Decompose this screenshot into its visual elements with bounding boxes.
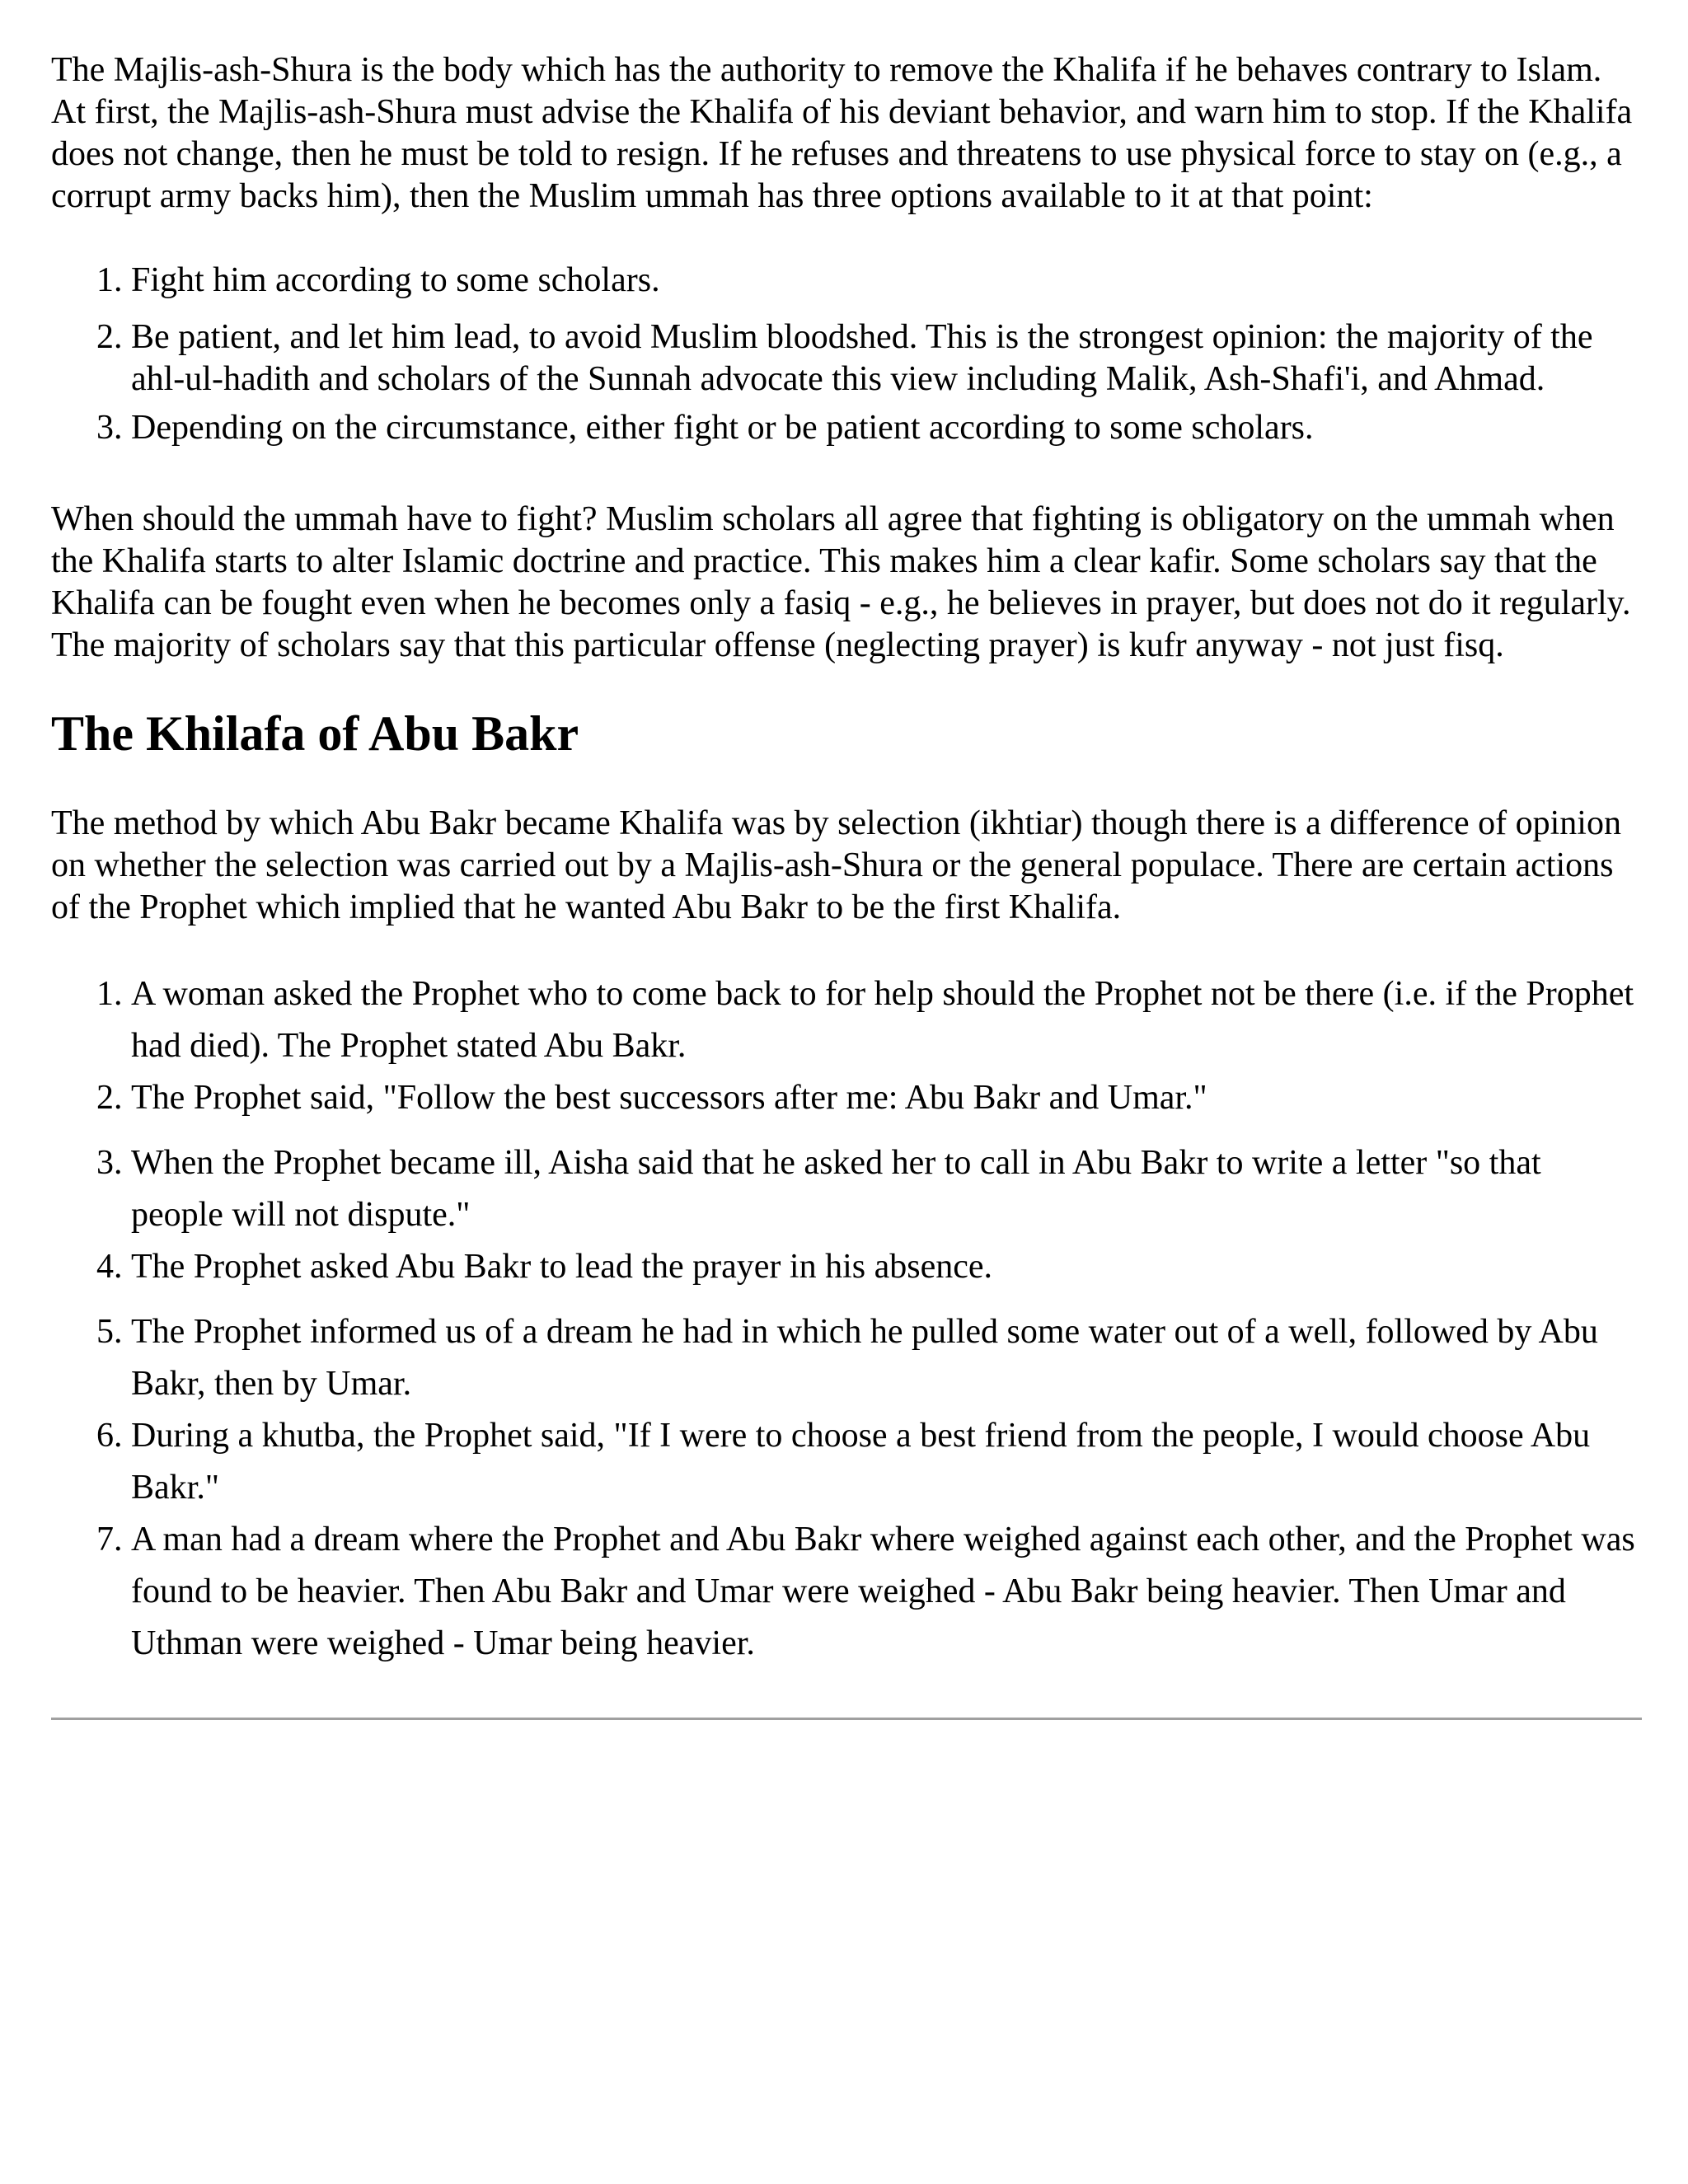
selection-paragraph: The method by which Abu Bakr became Khalifa was by selection (ikhtiar) though there is a difference of opinion on whether the selection was carried out by a Majlis-ash-Shura or the general populace. There are certain actions of the Prophet which implied that he wanted Abu Bakr to be the first Khalifa. [51,804,1621,926]
horizontal-divider [51,1718,1642,1720]
list-item: 5. The Prophet informed us of a dream he had in which he pulled some water out of a well, followed by Abu Bakr, then by Umar. [131,1306,1642,1410]
document-page [51,49,1642,1720]
intro-paragraph: The Majlis-ash-Shura is the body which has the authority to remove the Khalifa if he behaves contrary to Islam. At first, the Majlis-ash-Shura must advise the Khalifa of his deviant behavior, and warn him to stop. If the Khalifa does not change, then he must be told to resign. If he refuses and threatens to use physical force to stay on (e.g., a corrupt army backs him), then the Muslim ummah has three options available to it at that point: [51,51,1633,215]
list-item: 7. A man had a dream where the Prophet and Abu Bakr where weighed against each other, and the Prophet was found to be heavier. Then Abu Bakr and Umar were weighed - Abu Bakr being heavier. Then Umar and Uthman were weighed - Umar being heavier. [131,1514,1642,1670]
fight-paragraph: When should the ummah have to fight? Muslim scholars all agree that fighting is obligatory on the ummah when the Khalifa starts to alter Islamic doctrine and practice. This makes him a clear kafir. Some scholars say that the Khalifa can be fought even when he becomes only a fasiq - e.g., he believes in prayer, but does not do it regularly. The majority of scholars say that this particular offense (neglecting prayer) is kufr anyway - not just fisq. [51,500,1631,664]
evidence-list [51,968,1642,1670]
list-item: 2. Be patient, and let him lead, to avoid Muslim bloodshed. This is the strongest opinion: the majority of the ahl-ul-hadith and scholars of the Sunnah advocate this view including Malik, Ash-Shafi'i, and Ahmad. [131,316,1642,401]
list-item: 1. A woman asked the Prophet who to come back to for help should the Prophet not be there (i.e. if the Prophet had died). The Prophet stated Abu Bakr. [131,968,1642,1072]
list-item: 1. Fight him according to some scholars. [131,260,1642,302]
section-heading: The Khilafa of Abu Bakr [51,706,579,761]
list-item: 2. The Prophet said, "Follow the best successors after me: Abu Bakr and Umar." [131,1072,1642,1124]
list-item: 3. Depending on the circumstance, either fight or be patient according to some scholars. [131,407,1642,449]
list-item: 3. When the Prophet became ill, Aisha said that he asked her to call in Abu Bakr to write a letter "so that people will not dispute." [131,1137,1642,1241]
list-item: 4. The Prophet asked Abu Bakr to lead the prayer in his absence. [131,1241,1642,1293]
list-item: 6. During a khutba, the Prophet said, "If I were to choose a best friend from the people, I would choose Abu Bakr." [131,1410,1642,1514]
options-list [51,260,1642,449]
